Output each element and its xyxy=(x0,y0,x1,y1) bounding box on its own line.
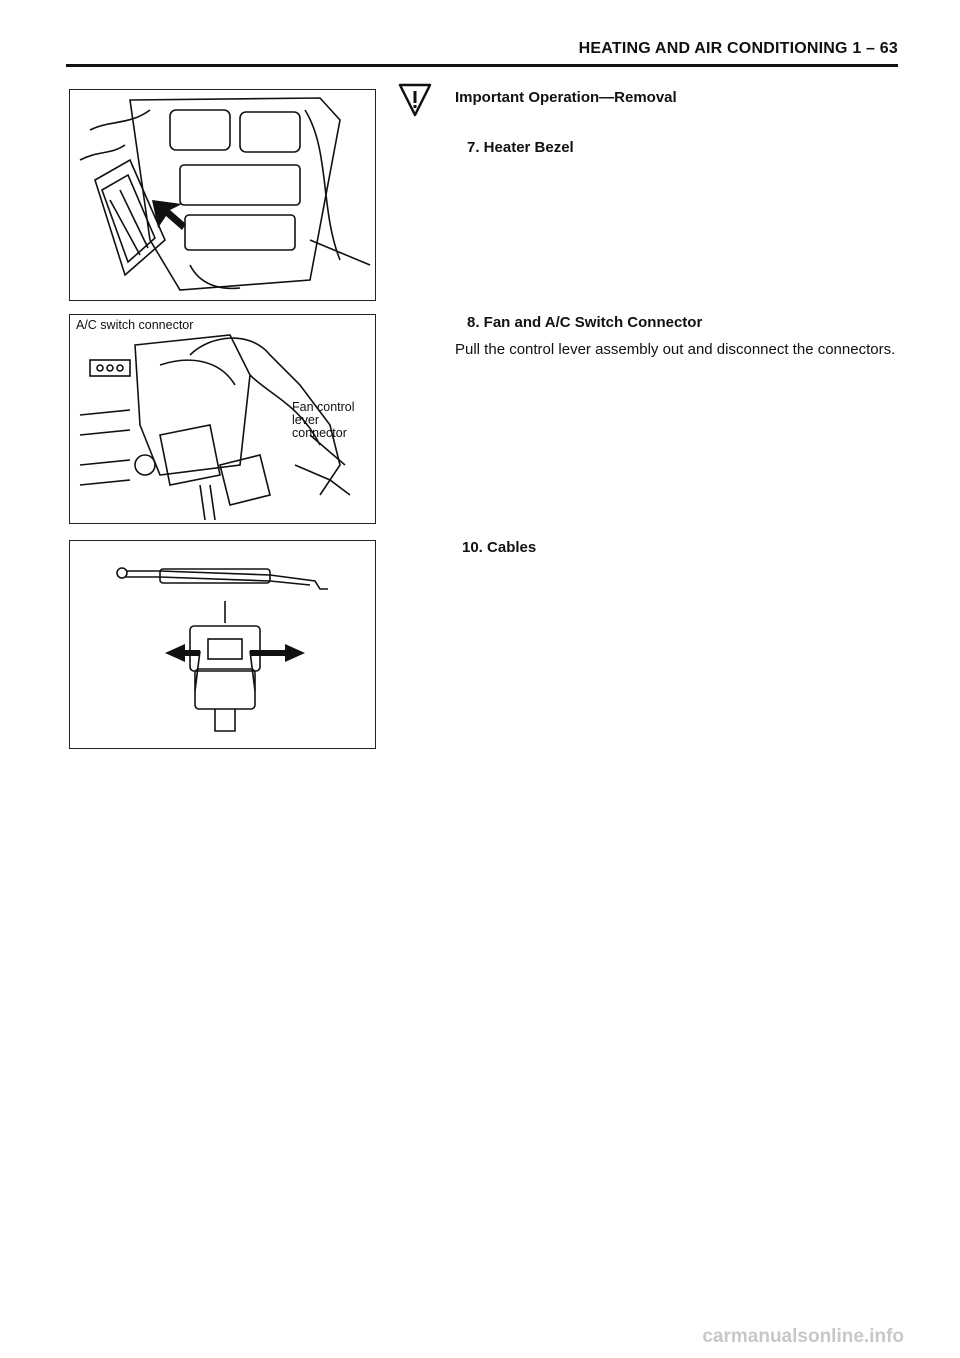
step-7-heading: 7. Heater Bezel xyxy=(467,139,574,156)
step-8-body: Pull the control lever assembly out and disconnect the connectors. xyxy=(455,341,896,358)
label-fan-control-lever-connector: Fan control lever connector xyxy=(292,400,355,440)
arrow-right-icon xyxy=(250,644,305,662)
label-ac-switch-connector: A/C switch connector xyxy=(76,318,194,332)
warning-triangle-icon xyxy=(398,82,432,118)
step-8-heading: 8. Fan and A/C Switch Connector xyxy=(467,314,703,331)
page-title: HEATING AND AIR CONDITIONING 1 – 63 xyxy=(578,40,898,57)
heater-bezel-illustration xyxy=(70,90,375,300)
cables-illustration xyxy=(70,541,375,748)
arrow-left-icon xyxy=(165,644,200,662)
figure-cables xyxy=(69,540,376,749)
header-rule xyxy=(66,64,898,67)
figure-heater-bezel xyxy=(69,89,376,301)
figure-switch-connector xyxy=(69,314,376,524)
arrow-icon xyxy=(152,200,186,230)
watermark: carmanualsonline.info xyxy=(702,1326,904,1347)
important-operation-heading: Important Operation—Removal xyxy=(455,89,677,106)
step-10-heading: 10. Cables xyxy=(462,539,537,556)
